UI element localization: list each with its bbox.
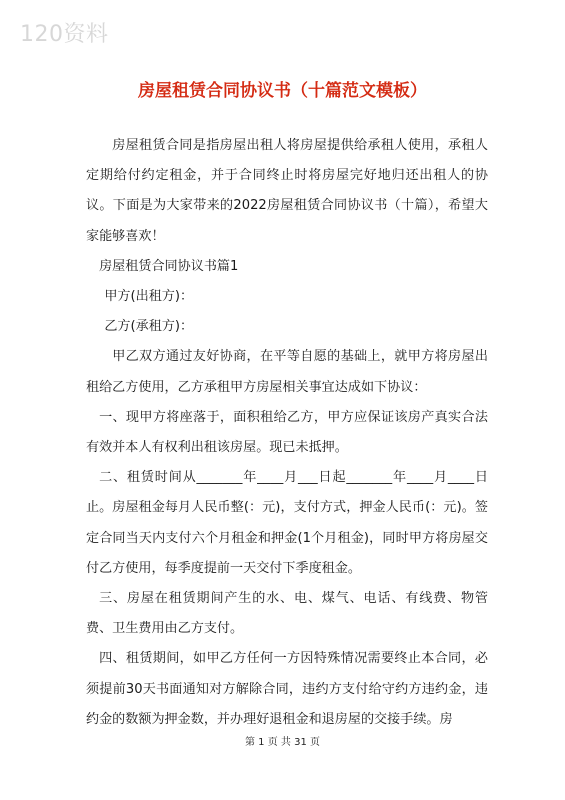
document-title: 房屋租赁合同协议书（十篇范文模板） xyxy=(138,81,427,101)
party-a-line: 甲方(出租方)： xyxy=(104,289,194,305)
party-b-line: 乙方(承租方)： xyxy=(104,319,194,335)
clause-1: 一、现甲方将座落于，面积租给乙方，甲方应保证该房产真实合法有效并本人有权利出租该房屋。现已未抵押。 xyxy=(86,409,488,456)
agreement-preamble: 甲乙双方通过友好协商，在平等自愿的基础上，就甲方将房屋出租给乙方使用，乙方承租甲方房屋相关事宜达成如下协议： xyxy=(86,349,488,395)
intro-paragraph: 房屋租赁合同是指房屋出租人将房屋提供给承租人使用，承租人定期给付约定租金，并于合同终止时将房屋完好地归还出租人的协议。下面是为大家带来的2022房屋租赁合同协议书（十篇），希望大家能够喜欢！ xyxy=(86,138,488,244)
document-body xyxy=(86,131,488,735)
page-footer: 第 1 页 共 31 页 xyxy=(245,737,320,748)
watermark: 120资料 xyxy=(20,22,109,47)
section-heading: 房屋租赁合同协议书篇1 xyxy=(99,258,239,274)
clause-3: 三、房屋在租赁期间产生的水、电、煤气、电话、有线费、物管费、卫生费用由乙方支付。 xyxy=(86,591,488,637)
clause-4: 四、租赁期间，如甲乙方任何一方因特殊情况需要终止本合同，必须提前30天书面通知对方解除合同，违约方支付给守约方违约金，违约金的数额为押金数，并办理好退租金和退房屋的交接手续。房 xyxy=(86,651,488,727)
clause-2: 二、租赁时间从_______年____月___日起_______年____月____日止。房屋租金每月人民币整(：元)，支付方式，押金人民币(：元)。签定合同当天内支付六个月租金和押金(1个月租金)，同时甲方将房屋交付乙方使用，每季度提前一天交付下季度租金。 xyxy=(86,470,488,576)
